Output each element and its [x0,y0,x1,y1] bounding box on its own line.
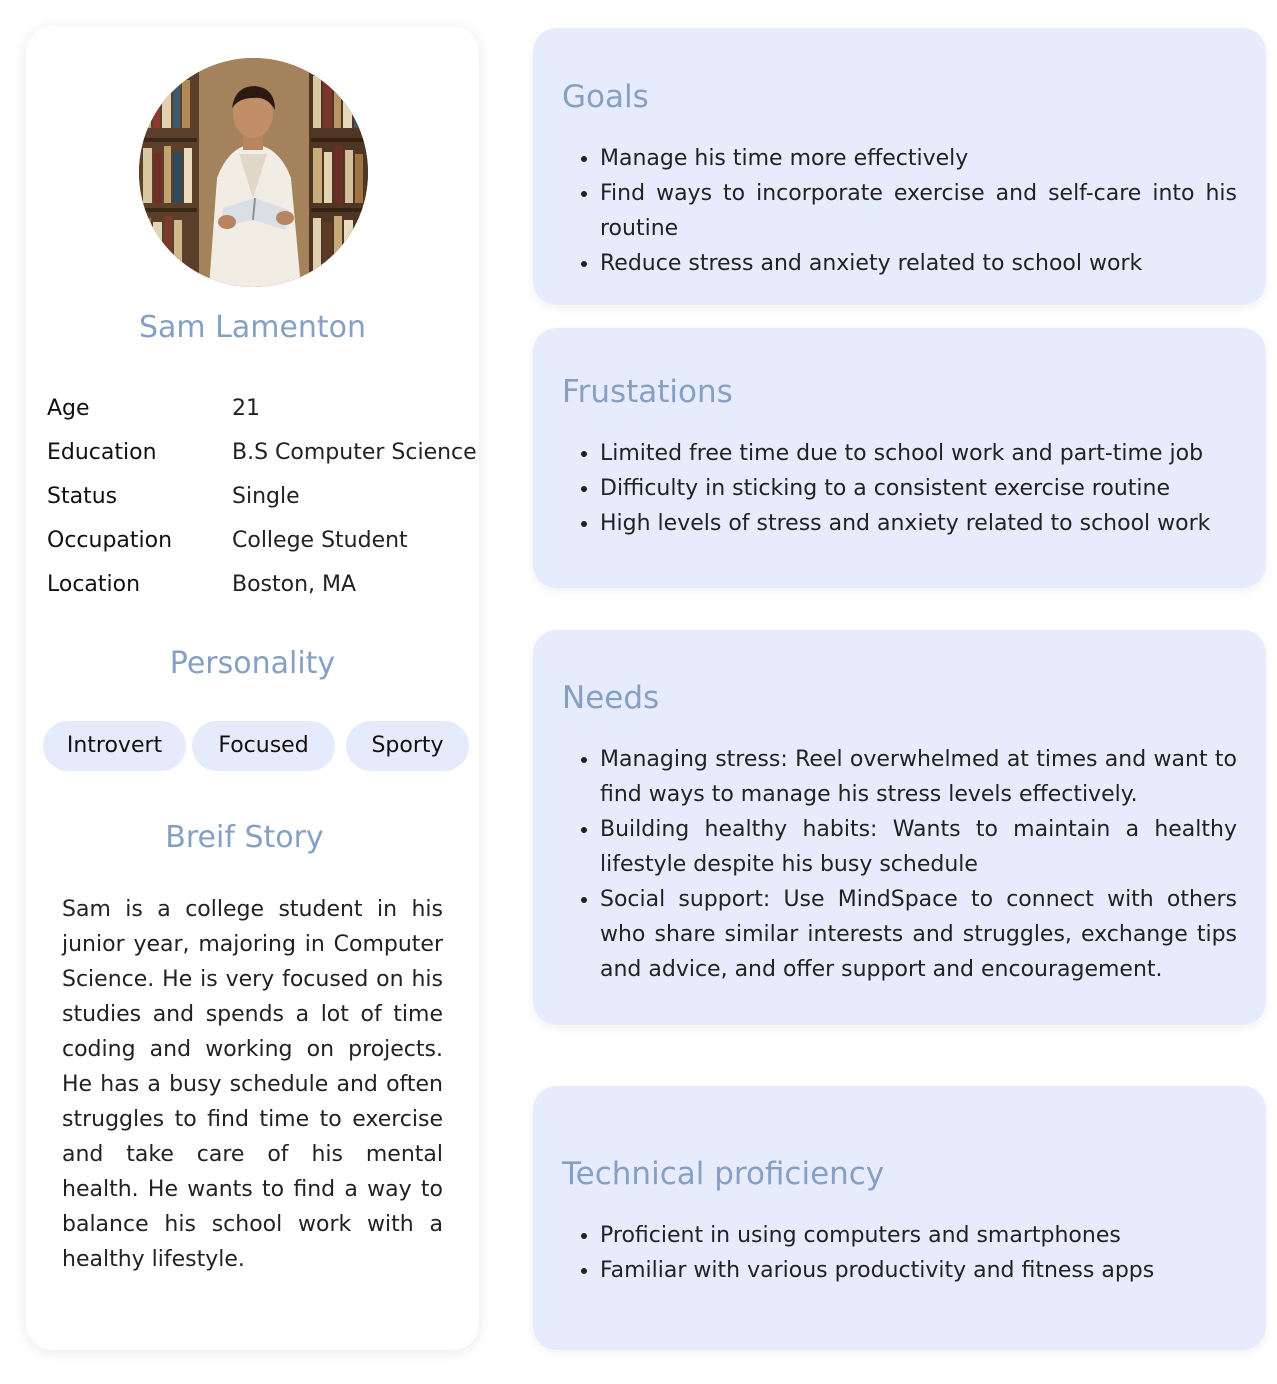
info-value: Boston, MA [232,572,357,597]
needs-list [562,742,1237,987]
info-value: 21 [232,396,260,421]
goals-title: Goals [562,79,649,115]
frustrations-list [562,436,1237,541]
technical-panel [533,1086,1266,1350]
info-value: B.S Computer Science [232,440,477,465]
goals-list [562,141,1237,281]
avatar-photo [139,58,368,287]
list-item: • Reduce stress and anxiety related to school work [600,246,1237,281]
avatar [139,58,368,287]
frustrations-title: Frustations [562,374,733,410]
info-label: Status [47,484,118,509]
list-item: • Building healthy habits: Wants to maintain a healthy lifestyle despite his busy schedule [600,812,1237,882]
list-item: • Limited free time due to school work and part-time job [600,436,1237,471]
info-label: Age [47,396,90,421]
profile-card [26,26,479,1350]
story-heading: Breif Story [165,820,324,855]
list-item: • Difficulty in sticking to a consistent exercise routine [600,471,1237,506]
goals-panel [533,28,1266,305]
info-label: Education [47,440,157,465]
frustrations-panel [533,328,1266,588]
list-item: • Manage his time more effectively [600,141,1237,176]
info-label: Occupation [47,528,173,553]
list-item: • Proficient in using computers and smartphones [600,1218,1237,1253]
info-value: College Student [232,528,408,553]
story-text: Sam is a college student in his junior year, majoring in Computer Science. He is very focused on his studies and spends a lot of time coding and working on projects. He has a busy schedule and often struggles to find time to exercise and take care of his mental health. He wants to find a way to balance his school work with a healthy lifestyle. [62,897,443,1272]
trait-pill-sporty: Sporty [346,721,469,771]
trait-pill-focused: Focused [192,721,335,771]
info-value: Single [232,484,300,509]
personality-heading: Personality [169,646,336,681]
needs-panel [533,630,1266,1025]
list-item: • Find ways to incorporate exercise and self-care into his routine [600,176,1237,246]
list-item: • Managing stress: Reel overwhelmed at times and want to find ways to manage his stress levels effectively. [600,742,1237,812]
persona-name: Sam Lamenton [138,310,367,345]
needs-title: Needs [562,680,660,716]
list-item: • High levels of stress and anxiety related to school work [600,506,1237,541]
list-item: • Familiar with various productivity and fitness apps [600,1253,1237,1288]
technical-title: Technical proficiency [562,1156,885,1192]
trait-pill-introvert: Introvert [43,721,186,771]
list-item: • Social support: Use MindSpace to connect with others who share similar interests and struggles, exchange tips and advice, and offer support and encouragement. [600,882,1237,987]
technical-list [562,1218,1237,1288]
info-label: Location [47,572,141,597]
